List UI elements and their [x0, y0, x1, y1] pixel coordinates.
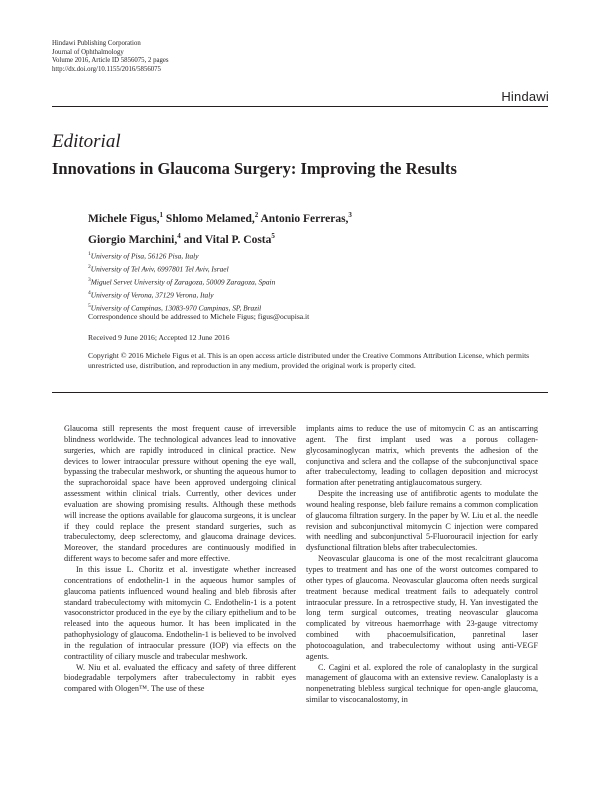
author-line-1: [88, 207, 352, 228]
body-paragraph: In this issue L. Choritz et al. investigate whether increased concentrations of endothelin-1 in the aqueous humor samples of glaucoma patients influenced wound healing and bleb fibrosis after standard trabeculectomy with mitomycin C. Endothelin-1 is a potent vasoconstrictor produced in the eye by the ciliary epithelium and to be released into the aqueous humor. It has been implicated in the pathophysiology of glaucoma. Endothelin-1 is believed to be involved in the regulation of intraocular pressure (IOP) via effects on the contractility of ciliary muscle and trabecular meshwork.: [64, 564, 296, 661]
body-paragraph: C. Cagini et al. explored the role of canaloplasty in the surgical management of glaucoma with an extensive review. Canaloplasty is a nonpenetrating blebless surgical technique for open-angle glaucoma, similar to viscocanalostomy, in: [306, 662, 538, 705]
section-label: Editorial: [52, 131, 121, 152]
copyright-notice: Copyright © 2016 Michele Figus et al. This is an open access article distributed under the Creative Commons Attribution License, which permits unrestricted use, distribution, and reproduction in any medium, provided the original work is properly cited.: [88, 351, 530, 370]
publisher-name: Hindawi Publishing Corporation: [52, 40, 141, 47]
author-affil-marker: 1: [159, 211, 164, 219]
publication-info: [52, 40, 169, 74]
affiliation-text: University of Pisa, 56126 Pisa, Italy: [90, 251, 199, 261]
body-paragraph: implants aims to reduce the use of mitomycin C as an antiscarring agent. The first implant used was a porous collagen-glycosaminoglycan matrix, which prevents the adhesion of the conjunctiva and sclera and the collapse of the subconjunctival space after trabeculectomy, leading to collagen deposition and microcyst formation after penetrating antiglaucomatous surgery.: [306, 424, 538, 488]
body-column-right: [306, 424, 538, 706]
affiliation-text: University of Verona, 37129 Verona, Italy: [90, 290, 214, 300]
volume-info: Volume 2016, Article ID 5856075, 2 pages: [52, 57, 169, 65]
author-affil-marker: 5: [271, 231, 275, 240]
affiliation-item: [88, 249, 275, 262]
affiliation-marker: 1: [88, 251, 91, 257]
author-name: Antonio Ferreras,: [260, 212, 349, 225]
affiliation-text: University of Campinas, 13083-970 Campinas, SP, Brazil: [90, 303, 262, 313]
body-paragraph: Despite the increasing use of antifibrotic agents to modulate the wound healing response, bleb failure remains a common complication of glaucoma filtration surgery. In the paper by W. Liu et al. the needle revision and subconjunctival mitomycin C injection were compared with needling and subconjunctival 5-Fluorouracil injection for early dysfunctional filtration blebs after trabeculectomies.: [306, 489, 538, 553]
author-name: Shlomo Melamed,: [165, 212, 255, 225]
header-rule: [52, 106, 548, 107]
body-paragraph: Glaucoma still represents the most frequent cause of irreversible blindness worldwide. The technological advances lead to innovative surgeries, which are rapidly introduced in clinical practice. New devices to lower intraocular pressure without opening the eye wall, bypassing the trabecular meshwork, or shunting the aqueous humor to the suprachoroidal space have been approved undergoing clinical assessment within clinical trials. Currently, other devices under evaluation are showing promising results. Although these methods will increase the options available for glaucoma surgeons, it is unclear if they could replace the present standard surgeries, such as trabeculectomy, deep sclerectomy, and glaucoma drainage devices. Moreover, the standard procedures are continuously modified in different ways to become safer and more effective.: [64, 424, 296, 564]
affiliation-list: [88, 249, 275, 314]
received-accepted-dates: Received 9 June 2016; Accepted 12 June 2016: [88, 333, 230, 342]
affiliation-item: [88, 288, 275, 301]
correspondence-line: Correspondence should be addressed to Michele Figus; figus@ocupisa.it: [88, 312, 310, 321]
affiliation-marker: 5: [88, 303, 91, 310]
author-name: Michele Figus,: [88, 212, 160, 225]
body-paragraph: W. Niu et al. evaluated the efficacy and safety of three different biodegradable terpolymers after trabeculectomy in rabbit eyes compared with Ologen™. The use of these: [64, 662, 296, 694]
affiliation-marker: 2: [88, 264, 91, 271]
hindawi-logo: Hindawi: [501, 89, 549, 104]
author-affil-marker: 2: [254, 211, 259, 219]
author-name: Giorgio Marchini,: [88, 233, 178, 246]
journal-name: Journal of Ophthalmology: [52, 48, 124, 56]
author-affil-marker: 3: [348, 211, 352, 219]
affiliation-item: [88, 262, 275, 275]
doi-link[interactable]: http://dx.doi.org/10.1155/2016/5856075: [52, 65, 161, 73]
affiliation-marker: 4: [88, 290, 91, 297]
affiliation-marker: 3: [88, 277, 91, 284]
body-paragraph: Neovascular glaucoma is one of the most recalcitrant glaucoma types to treatment and has one of the worst outcomes compared to other types of glaucoma. Neovascular glaucoma often needs surgical treatment because medical treatment fails to adequately control intraocular pressure. In a retrospective study, H. Yan investigated the long term surgical outcomes, treating neovascular glaucoma complicated by vitreous haemorrhage with 23-gauge vitrectomy combined with phacoemulsification, panretinal laser photocoagulation, and trabeculectomy without using anti-VEGF agents.: [306, 554, 538, 661]
author-name: and Vital P. Costa: [183, 233, 272, 246]
author-list: [88, 207, 352, 249]
front-matter-rule: [52, 392, 548, 393]
affiliation-text: Miguel Servet University of Zaragoza, 50009 Zaragoza, Spain: [90, 277, 276, 287]
author-line-2: [88, 228, 352, 249]
body-column-left: [64, 424, 296, 695]
affiliation-item: [88, 275, 275, 288]
article-title: Innovations in Glaucoma Surgery: Improving the Results: [52, 159, 457, 178]
author-affil-marker: 4: [177, 231, 181, 240]
affiliation-text: University of Tel Aviv, 6997801 Tel Aviv, Israel: [90, 264, 229, 274]
